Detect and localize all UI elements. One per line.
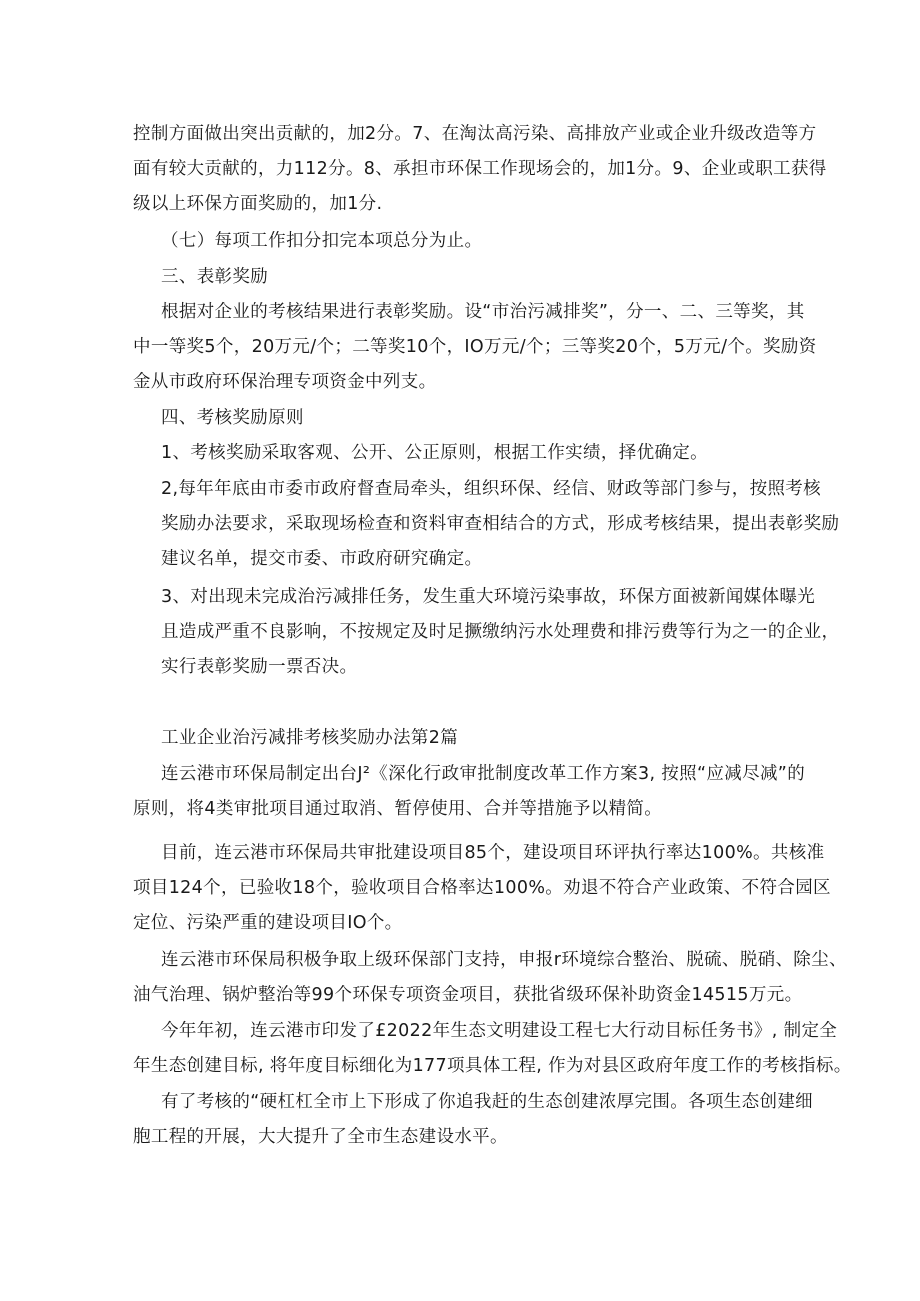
text-line: 金从市政府环保治理专项资金中列支。 (133, 372, 437, 392)
text-line: 原则，将4类审批项目通过取消、暂停使用、合并等措施予以精简。 (133, 799, 663, 819)
text-line: 级以上环保方面奖励的，加1分. (133, 194, 383, 214)
text-line: 目前，连云港市环保局共审批建设项目85个，建设项目环评执行率达100%。共核准 (161, 843, 825, 863)
text-line: 胞工程的开展，大大提升了全市生态建设水平。 (133, 1127, 508, 1147)
text-line: 今年年初，连云港市印发了£2022年生态文明建设工程七大行动目标任务书》, 制定全 (161, 1021, 838, 1041)
text-line: 实行表彰奖励一票否决。 (161, 657, 358, 677)
heading-text: 工业企业治污减排考核奖励办法第2篇 (161, 728, 459, 748)
paragraph-principle-2 (133, 472, 840, 577)
paragraph-principle-3 (133, 580, 840, 685)
paragraph-approval-stats (133, 836, 831, 941)
text-line: 面有较大贡献的，力112分。8、承担市环保工作现场会的，加1分。9、企业或职工获得 (133, 159, 827, 179)
section-heading-article-2 (133, 721, 821, 756)
section-heading-principles (133, 401, 821, 436)
paragraph-eco-progress (133, 1085, 821, 1155)
heading-text: 四、考核奖励原则 (161, 408, 304, 428)
paragraph-awards (133, 295, 821, 400)
text-line: 连云港市环保局积极争取上级环保部门支持，申报r环境综合整治、脱硫、脱硝、除尘、 (161, 950, 847, 970)
paragraph-scoring-items (133, 117, 827, 222)
text-line: 项目124个，已验收18个，验收项目合格率达100%。劝退不符合产业政策、不符合园区 (133, 878, 831, 898)
heading-text: 三、表彰奖励 (161, 267, 269, 287)
paragraph-deduction-rule (133, 224, 821, 259)
text-line: 定位、污染严重的建设项目IO个。 (133, 913, 403, 933)
paragraph-principle-1 (133, 436, 821, 471)
text-line: 3、对出现未完成治污减排任务，发生重大环境污染事故，环保方面被新闻媒体曝光 (161, 587, 816, 607)
text-line: 中一等奖5个，20万元/个；二等奖10个，IO万元/个；三等奖20个，5万元/个。奖励资 (133, 337, 817, 357)
section-heading-awards (133, 260, 821, 295)
text-line: 油气治理、锅炉整治等99个环保专项资金项目，获批省级环保补助资金14515万元。 (133, 985, 803, 1005)
text-line: 且造成严重不良影响，不按规定及时足撅缴纳污水处理费和排污费等行为之一的企业， (161, 622, 840, 642)
text-line: 1、考核奖励采取客观、公开、公正原则，根据工作实绩，择优确定。 (161, 443, 708, 463)
text-line: 奖励办法要求，采取现场检查和资料审查相结合的方式，形成考核结果，提出表彰奖励 (161, 514, 840, 534)
text-line: 根据对企业的考核结果进行表彰奖励。设“市治污减排奖”，分一、二、三等奖，其 (161, 302, 805, 322)
text-line: 建议名单，提交市委、市政府研究确定。 (161, 549, 483, 569)
text-line: 年生态创建目标, 将年度目标细化为177项具体工程, 作为对县区政府年度工作的考核指标。 (133, 1056, 852, 1076)
paragraph-funding (133, 943, 847, 1013)
paragraph-eco-targets (133, 1014, 852, 1084)
text-line: 控制方面做出突出贡献的，加2分。7、在淘汰高污染、高排放产业或企业升级改造等方 (133, 124, 817, 144)
text-line: 连云港市环保局制定出台J²《深化行政审批制度改革工作方案3, 按照“应减尽减”的 (161, 764, 806, 784)
text-line: 有了考核的“硬杠杠全市上下形成了你追我赶的生态创建浓厚完围。各项生态创建细 (161, 1092, 814, 1112)
text-line: 2,每年年底由市委市政府督查局牵头，组织环保、经信、财政等部门参与，按照考核 (161, 479, 821, 499)
text-line: （七）每项工作扣分扣完本项总分为止。 (161, 231, 483, 251)
paragraph-reform-plan (133, 757, 821, 827)
